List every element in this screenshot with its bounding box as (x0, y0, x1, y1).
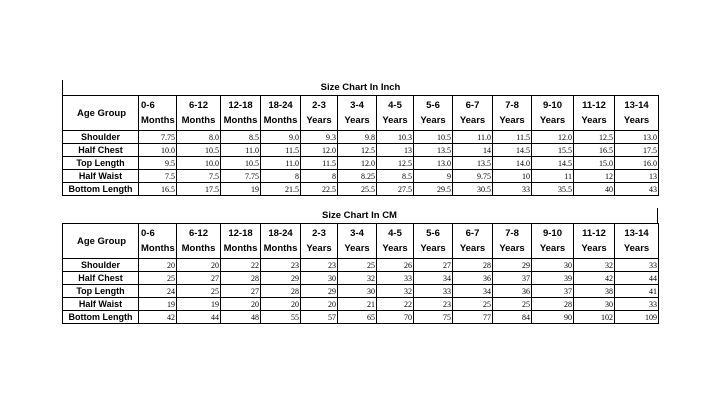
cm-table-row (63, 259, 659, 272)
inch-table-cell: 14 (453, 144, 493, 157)
cm-chart-title: Size Chart In CM (62, 208, 658, 223)
cm-table-cell: 25 (139, 272, 177, 285)
age-unit: Years (382, 243, 408, 254)
inch-table-cell: 10.5 (221, 157, 261, 170)
inch-table-cell: 14.0 (493, 157, 532, 170)
age-unit: Years (420, 243, 446, 254)
cm-table-cell: 22 (221, 259, 261, 272)
age-unit: Years (539, 115, 566, 126)
cm-table-cell: 32 (574, 259, 615, 272)
cm-table-cell: 22 (377, 298, 414, 311)
inch-table-cell: 16.0 (615, 157, 659, 170)
cm-table-row (63, 272, 659, 285)
inch-table-cell: 7.75 (139, 131, 177, 144)
inch-table-cell: 10.0 (139, 144, 177, 157)
age-unit: Months (263, 115, 298, 126)
inch-table-cell: 19 (221, 183, 261, 196)
inch-table-cell: 11.0 (453, 131, 493, 144)
cm-table-cell: 26 (377, 259, 414, 272)
cm-table-cell: 33 (615, 298, 659, 311)
age-range: 6-7 (465, 100, 480, 111)
age-unit: Months (181, 115, 216, 126)
age-range: 7-8 (505, 228, 519, 239)
cm-table-cell: 44 (615, 272, 659, 285)
cm-table-cell: 42 (574, 272, 615, 285)
inch-table-cell: 7.5 (177, 170, 221, 183)
cm-table-cell: 29 (261, 272, 301, 285)
cm-column-header (177, 224, 221, 259)
cm-table-cell: 77 (453, 311, 493, 324)
age-range: 9-10 (542, 228, 562, 239)
cm-column-header (338, 224, 377, 259)
cm-column-header (221, 224, 261, 259)
cm-table-cell: 33 (377, 272, 414, 285)
inch-table-cell: 12.5 (338, 144, 377, 157)
cm-table-cell: 75 (414, 311, 453, 324)
cm-table-cell: 36 (493, 285, 532, 298)
age-range: 12-18 (228, 100, 253, 111)
cm-table-cell: 30 (301, 272, 338, 285)
cm-table-cell: 25 (177, 285, 221, 298)
age-range: 7-8 (505, 100, 519, 111)
inch-table-cell: 8.5 (377, 170, 414, 183)
age-unit: Months (223, 115, 258, 126)
cm-table-cell: 29 (301, 285, 338, 298)
inch-table-cell: 13 (615, 170, 659, 183)
cm-table-cell: 27 (221, 285, 261, 298)
cm-table-cell: 20 (177, 259, 221, 272)
inch-table-row (63, 157, 659, 170)
cm-column-header (532, 224, 574, 259)
inch-table-cell: 27.5 (377, 183, 414, 196)
inch-table-cell: 13 (377, 144, 414, 157)
inch-table-cell: 11.5 (493, 131, 532, 144)
age-range: 13-14 (624, 228, 649, 239)
cm-table-cell: 28 (453, 259, 493, 272)
cm-table-cell: 65 (338, 311, 377, 324)
cm-table-cell: 70 (377, 311, 414, 324)
inch-column-header (139, 96, 177, 131)
inch-table-cell: 11.5 (261, 144, 301, 157)
inch-table-cell: 12.0 (338, 157, 377, 170)
inch-table-cell: 35.5 (532, 183, 574, 196)
cm-table-cell: 25 (493, 298, 532, 311)
age-range: 2-3 (312, 228, 326, 239)
age-unit: Years (344, 115, 370, 126)
inch-column-header (574, 96, 615, 131)
cm-column-header (615, 224, 659, 259)
age-unit: Years (623, 115, 650, 126)
cm-table-cell: 21 (338, 298, 377, 311)
inch-table-cell: 13.0 (615, 131, 659, 144)
age-range: 11-12 (582, 228, 606, 239)
age-unit: Years (499, 243, 525, 254)
inch-table-cell: 7.75 (221, 170, 261, 183)
inch-table-cell: 10.0 (177, 157, 221, 170)
cm-table-cell: 23 (414, 298, 453, 311)
inch-table-cell: 9.5 (139, 157, 177, 170)
cm-size-chart (62, 208, 658, 324)
inch-table-cell: 14.5 (532, 157, 574, 170)
inch-column-header (493, 96, 532, 131)
inch-table-cell: 17.5 (177, 183, 221, 196)
age-range: 18-24 (268, 100, 293, 111)
inch-table-cell: 13.5 (414, 144, 453, 157)
inch-table-cell: 7.5 (139, 170, 177, 183)
cm-column-header (139, 224, 177, 259)
inch-table-cell: 9.3 (301, 131, 338, 144)
cm-table-cell: 20 (261, 298, 301, 311)
age-range: 6-7 (465, 228, 480, 239)
age-unit: Years (306, 115, 332, 126)
age-range: 5-6 (426, 228, 440, 239)
inch-table-cell: 13.0 (414, 157, 453, 170)
inch-table-cell: 10.5 (414, 131, 453, 144)
inch-table-row (63, 183, 659, 196)
cm-table-cell: 84 (493, 311, 532, 324)
inch-table-cell: 10.5 (177, 144, 221, 157)
age-range: 4-5 (388, 100, 402, 111)
inch-table-cell: 43 (615, 183, 659, 196)
cm-table-cell: 39 (532, 272, 574, 285)
cm-table-cell: 32 (338, 272, 377, 285)
inch-column-header (261, 96, 301, 131)
inch-measurement-label: Top Length (63, 157, 139, 170)
cm-table-cell: 109 (615, 311, 659, 324)
cm-table-cell: 37 (493, 272, 532, 285)
age-unit: Months (263, 243, 298, 254)
cm-table-cell: 20 (139, 259, 177, 272)
inch-table-cell: 14.5 (493, 144, 532, 157)
cm-column-header (574, 224, 615, 259)
cm-table-row (63, 285, 659, 298)
inch-size-table (62, 95, 659, 196)
inch-table-cell: 15.5 (532, 144, 574, 157)
inch-table-cell: 12.0 (301, 144, 338, 157)
cm-table-cell: 42 (139, 311, 177, 324)
inch-table-cell: 9.75 (453, 170, 493, 183)
inch-table-cell: 12.5 (574, 131, 615, 144)
age-range: 5-6 (426, 100, 440, 111)
cm-table-cell: 33 (615, 259, 659, 272)
age-range: 4-5 (388, 228, 402, 239)
cm-column-header (414, 224, 453, 259)
inch-measurement-label: Shoulder (63, 131, 139, 144)
cm-column-header (493, 224, 532, 259)
inch-column-header (301, 96, 338, 131)
age-unit: Years (539, 243, 566, 254)
inch-table-cell: 17.5 (615, 144, 659, 157)
inch-column-header (377, 96, 414, 131)
inch-header-row (63, 96, 659, 131)
inch-table-cell: 8 (301, 170, 338, 183)
inch-table-cell: 12.0 (532, 131, 574, 144)
cm-column-header (453, 224, 493, 259)
inch-table-cell: 9.0 (261, 131, 301, 144)
age-unit: Months (141, 243, 175, 254)
age-unit: Months (223, 243, 258, 254)
inch-table-row (63, 170, 659, 183)
age-unit: Years (459, 115, 486, 126)
cm-measurement-label: Bottom Length (63, 311, 139, 324)
cm-table-cell: 34 (453, 285, 493, 298)
inch-table-cell: 8 (261, 170, 301, 183)
inch-table-cell: 40 (574, 183, 615, 196)
cm-table-cell: 57 (301, 311, 338, 324)
cm-table-cell: 30 (532, 259, 574, 272)
cm-header-row (63, 224, 659, 259)
inch-table-row (63, 131, 659, 144)
inch-table-cell: 30.5 (453, 183, 493, 196)
age-range: 6-12 (188, 100, 208, 111)
inch-column-header (532, 96, 574, 131)
cm-table-cell: 48 (221, 311, 261, 324)
inch-table-cell: 8.0 (177, 131, 221, 144)
cm-table-cell: 34 (414, 272, 453, 285)
cm-table-cell: 44 (177, 311, 221, 324)
inch-table-cell: 15.0 (574, 157, 615, 170)
inch-column-header (414, 96, 453, 131)
inch-table-row (63, 144, 659, 157)
cm-table-cell: 38 (574, 285, 615, 298)
cm-measurement-label: Top Length (63, 285, 139, 298)
age-unit: Years (420, 115, 446, 126)
cm-measurement-label: Half Waist (63, 298, 139, 311)
inch-table-cell: 21.5 (261, 183, 301, 196)
cm-table-cell: 19 (177, 298, 221, 311)
age-range: 13-14 (624, 100, 649, 111)
age-unit: Years (382, 115, 408, 126)
age-unit: Years (306, 243, 332, 254)
inch-table-cell: 12 (574, 170, 615, 183)
cm-table-row (63, 311, 659, 324)
inch-table-cell: 8.25 (338, 170, 377, 183)
cm-table-cell: 28 (532, 298, 574, 311)
inch-measurement-label: Half Waist (63, 170, 139, 183)
age-unit: Years (499, 115, 525, 126)
inch-table-cell: 11 (532, 170, 574, 183)
cm-table-cell: 37 (532, 285, 574, 298)
cm-table-cell: 27 (177, 272, 221, 285)
inch-table-cell: 13.5 (453, 157, 493, 170)
cm-table-cell: 28 (261, 285, 301, 298)
inch-column-header (221, 96, 261, 131)
cm-table-cell: 30 (574, 298, 615, 311)
age-range: 18-24 (268, 228, 293, 239)
age-unit: Years (623, 243, 650, 254)
cm-table-cell: 36 (453, 272, 493, 285)
cm-table-cell: 102 (574, 311, 615, 324)
inch-column-header (177, 96, 221, 131)
age-range: 0-6 (141, 228, 155, 239)
age-range: 2-3 (312, 100, 326, 111)
inch-table-cell: 11.0 (221, 144, 261, 157)
inch-column-header (615, 96, 659, 131)
age-unit: Years (459, 243, 486, 254)
inch-table-cell: 11.0 (261, 157, 301, 170)
cm-table-cell: 24 (139, 285, 177, 298)
age-range: 6-12 (188, 228, 208, 239)
cm-column-header (377, 224, 414, 259)
age-range: 12-18 (228, 228, 253, 239)
inch-table-cell: 12.5 (377, 157, 414, 170)
inch-size-chart (62, 80, 658, 196)
inch-table-cell: 22.5 (301, 183, 338, 196)
age-unit: Years (344, 243, 370, 254)
inch-table-cell: 16.5 (574, 144, 615, 157)
cm-table-cell: 20 (301, 298, 338, 311)
cm-measurement-label: Shoulder (63, 259, 139, 272)
cm-age-group-header: Age Group (63, 224, 139, 259)
inch-table-cell: 10.3 (377, 131, 414, 144)
cm-column-header (301, 224, 338, 259)
cm-table-cell: 25 (453, 298, 493, 311)
age-range: 11-12 (582, 100, 606, 111)
cm-table-cell: 20 (221, 298, 261, 311)
inch-table-cell: 25.5 (338, 183, 377, 196)
age-unit: Months (181, 243, 216, 254)
inch-table-cell: 10 (493, 170, 532, 183)
cm-table-cell: 30 (338, 285, 377, 298)
age-range: 3-4 (350, 100, 364, 111)
cm-table-cell: 33 (414, 285, 453, 298)
cm-table-cell: 90 (532, 311, 574, 324)
cm-measurement-label: Half Chest (63, 272, 139, 285)
inch-table-cell: 8.5 (221, 131, 261, 144)
cm-table-cell: 32 (377, 285, 414, 298)
inch-age-group-header: Age Group (63, 96, 139, 131)
inch-measurement-label: Half Chest (63, 144, 139, 157)
age-range: 9-10 (542, 100, 562, 111)
cm-table-cell: 55 (261, 311, 301, 324)
cm-table-row (63, 298, 659, 311)
inch-table-cell: 33 (493, 183, 532, 196)
inch-chart-title: Size Chart In Inch (62, 80, 658, 95)
age-unit: Years (581, 115, 607, 126)
inch-table-cell: 29.5 (414, 183, 453, 196)
cm-table-cell: 23 (261, 259, 301, 272)
cm-table-cell: 28 (221, 272, 261, 285)
cm-table-cell: 23 (301, 259, 338, 272)
inch-column-header (453, 96, 493, 131)
inch-table-cell: 16.5 (139, 183, 177, 196)
age-range: 3-4 (350, 228, 364, 239)
inch-column-header (338, 96, 377, 131)
cm-table-cell: 29 (493, 259, 532, 272)
cm-size-table (62, 223, 659, 324)
age-range: 0-6 (141, 100, 155, 111)
cm-table-cell: 25 (338, 259, 377, 272)
cm-table-cell: 27 (414, 259, 453, 272)
inch-measurement-label: Bottom Length (63, 183, 139, 196)
cm-table-cell: 41 (615, 285, 659, 298)
cm-column-header (261, 224, 301, 259)
cm-table-cell: 19 (139, 298, 177, 311)
inch-table-cell: 9.8 (338, 131, 377, 144)
inch-table-cell: 11.5 (301, 157, 338, 170)
age-unit: Months (141, 115, 175, 126)
age-unit: Years (581, 243, 607, 254)
inch-table-cell: 9 (414, 170, 453, 183)
